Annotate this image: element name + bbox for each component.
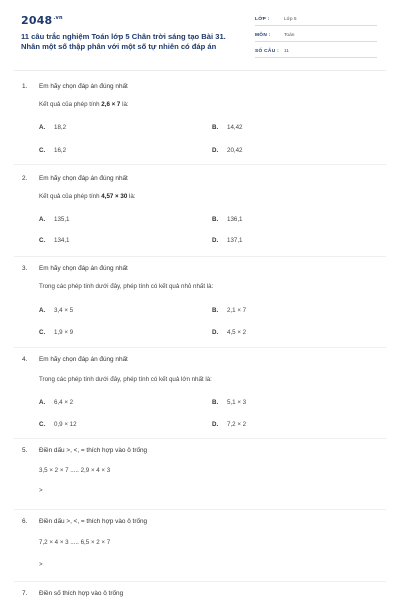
question-number: 3.: [22, 265, 28, 272]
option-b[interactable]: [212, 307, 246, 314]
question-stem: [39, 101, 129, 108]
option-d[interactable]: [212, 329, 246, 336]
question-instruction: Điền dấu >, <, = thích hợp vào ô trống: [39, 447, 148, 454]
question-instruction: Em hãy chọn đáp án đúng nhất: [39, 265, 128, 272]
info-row-question-count: [255, 46, 377, 58]
question-divider: [14, 164, 386, 165]
question-instruction: Em hãy chọn đáp án đúng nhất: [39, 83, 128, 90]
document-title: 11 câu trắc nghiệm Toán lớp 5 Chân trời sáng tạo Bài 31. Nhân một số thập phân với một số tự nhiên có đáp án: [21, 32, 226, 51]
option-letter: D.: [212, 329, 219, 336]
question-number: 1.: [22, 83, 28, 90]
option-c[interactable]: [39, 421, 77, 428]
document-header: [0, 0, 400, 68]
option-letter: D.: [212, 147, 219, 154]
question-instruction: Em hãy chọn đáp án đúng nhất: [39, 175, 128, 182]
option-letter: A.: [39, 216, 46, 223]
question-divider: [14, 256, 386, 257]
option-letter: D.: [212, 421, 219, 428]
subject-value: Toán: [284, 33, 295, 38]
question-instruction: Điền số thích hợp vào ô trống: [39, 590, 124, 597]
stem-text: Kết quả của phép tính: [39, 193, 102, 200]
option-b[interactable]: [212, 124, 242, 131]
option-letter: B.: [212, 307, 219, 314]
option-d[interactable]: [212, 237, 242, 244]
option-text: 5,1 × 3: [227, 399, 247, 406]
question-divider: [14, 347, 386, 348]
option-text: 4,5 × 2: [227, 329, 247, 336]
answer-prompt[interactable]: >: [39, 561, 43, 568]
header-divider: [14, 70, 386, 71]
option-text: 6,4 × 2: [54, 399, 74, 406]
question-number: 2.: [22, 175, 28, 182]
option-text: 1,9 × 9: [54, 329, 74, 336]
question-divider: [14, 581, 386, 582]
option-text: 3,4 × 5: [54, 307, 74, 314]
option-b[interactable]: [212, 399, 246, 406]
question-instruction: Điền dấu >, <, = thích hợp vào ô trống: [39, 518, 148, 525]
info-row-grade: [255, 14, 377, 26]
logo-text: 2048: [21, 14, 53, 27]
option-letter: B.: [212, 399, 219, 406]
question-count-value: 11: [284, 49, 289, 54]
option-a[interactable]: [39, 216, 69, 223]
info-row-subject: [255, 30, 377, 42]
option-letter: C.: [39, 147, 46, 154]
option-text: 0,9 × 12: [54, 421, 77, 428]
logo-domain: .vn: [53, 15, 63, 22]
question-number: 5.: [22, 447, 28, 454]
option-letter: D.: [212, 237, 219, 244]
site-logo[interactable]: [21, 14, 63, 27]
answer-prompt[interactable]: >: [39, 487, 43, 494]
option-text: 20,42: [227, 147, 243, 154]
question-stem: Trong các phép tính dưới đây, phép tính có kết quả nhỏ nhất là:: [39, 283, 214, 290]
comparison-expression: 7,2 × 4 × 3 ..... 6,5 × 2 × 7: [39, 539, 111, 546]
option-letter: B.: [212, 216, 219, 223]
option-c[interactable]: [39, 329, 73, 336]
grade-label: LỚP :: [255, 17, 270, 22]
option-text: 137,1: [227, 237, 243, 244]
option-text: 134,1: [54, 237, 70, 244]
comparison-expression: 3,5 × 2 × 7 ..... 2,9 × 4 × 3: [39, 467, 111, 474]
option-c[interactable]: [39, 147, 66, 154]
option-letter: C.: [39, 329, 46, 336]
option-text: 2,1 × 7: [227, 307, 247, 314]
option-a[interactable]: [39, 307, 73, 314]
option-b[interactable]: [212, 216, 242, 223]
option-a[interactable]: [39, 399, 73, 406]
option-a[interactable]: [39, 124, 66, 131]
question-count-label: SỐ CÂU :: [255, 49, 279, 54]
option-c[interactable]: [39, 237, 69, 244]
option-text: 7,2 × 2: [227, 421, 247, 428]
stem-expression: 2,6 × 7: [101, 101, 121, 108]
option-text: 16,2: [54, 147, 67, 154]
question-stem: Trong các phép tính dưới đây, phép tính có kết quả lớn nhất là:: [39, 376, 212, 383]
question-divider: [14, 509, 386, 510]
question-number: 7.: [22, 590, 28, 597]
option-letter: A.: [39, 399, 46, 406]
option-text: 135,1: [54, 216, 70, 223]
question-divider: [14, 438, 386, 439]
subject-label: MÔN :: [255, 33, 271, 38]
option-letter: C.: [39, 421, 46, 428]
option-letter: A.: [39, 307, 46, 314]
question-instruction: Em hãy chọn đáp án đúng nhất: [39, 356, 128, 363]
option-letter: B.: [212, 124, 219, 131]
option-text: 14,42: [227, 124, 243, 131]
grade-value: Lớp 5: [284, 17, 297, 22]
option-letter: A.: [39, 124, 46, 131]
option-d[interactable]: [212, 421, 246, 428]
stem-text: là:: [120, 101, 129, 108]
stem-text: là:: [127, 193, 136, 200]
question-stem: [39, 193, 136, 200]
option-letter: C.: [39, 237, 46, 244]
option-d[interactable]: [212, 147, 242, 154]
option-text: 18,2: [54, 124, 67, 131]
question-number: 6.: [22, 518, 28, 525]
option-text: 136,1: [227, 216, 243, 223]
stem-text: Kết quả của phép tính: [39, 101, 102, 108]
question-number: 4.: [22, 356, 28, 363]
stem-expression: 4,57 × 30: [101, 193, 128, 200]
